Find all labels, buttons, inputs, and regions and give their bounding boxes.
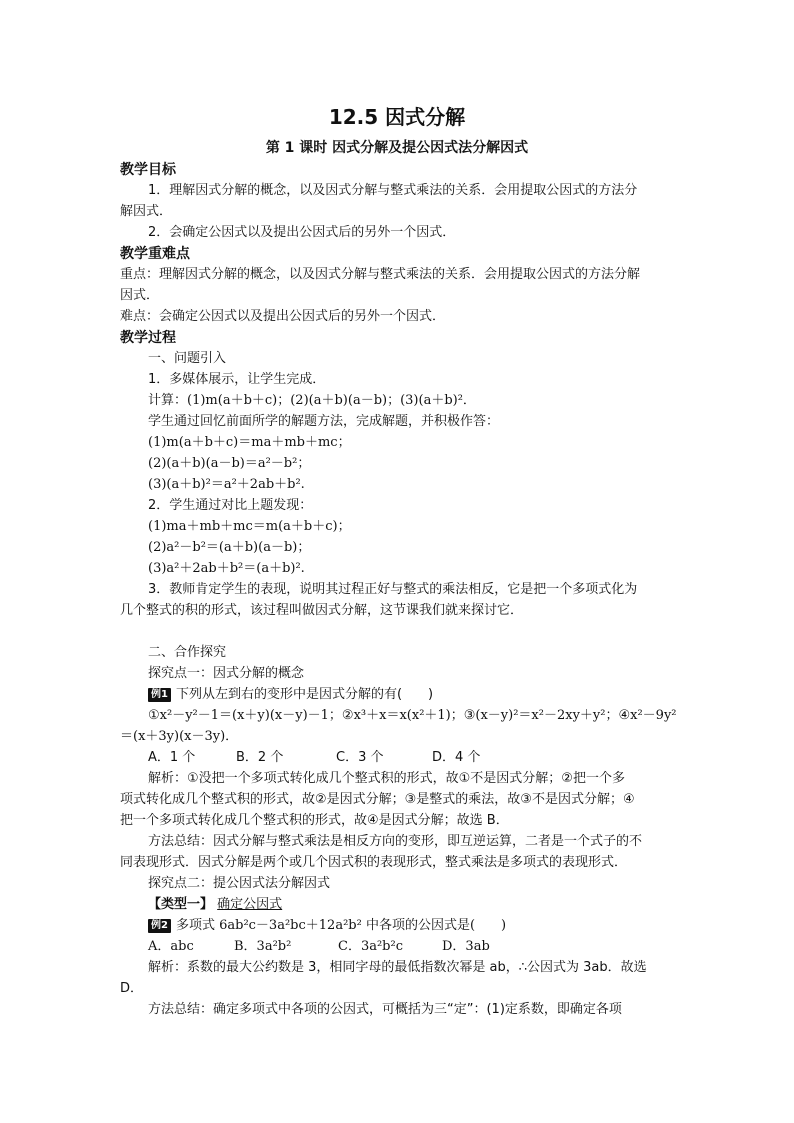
type-1-heading [148,895,282,915]
result-1: (1)m(a＋b＋c)＝ma＋mb＋mc； [148,435,351,450]
example-1-expressions-line-2: ＝(x＋3y)(x－3y)． [120,729,239,744]
example-2-question [148,916,506,936]
part-2-heading: 二、合作探究 [148,645,227,660]
result-2: (2)(a＋b)(a－b)＝a²－b²； [148,456,311,471]
example-1-text: 下列从左到右的变形中是因式分解的有( ) [175,687,434,702]
step-1-response: 学生通过回忆前面所学的解题方法，完成解题，并积极作答： [148,414,500,429]
finding-1: (1)ma＋mb＋mc＝m(a＋b＋c)； [148,519,351,534]
example-2-option-b: B．3a²b² [234,939,292,954]
example-1-badge: 例1 [148,688,171,702]
step-3-line-1: 3．教师肯定学生的表现，说明其过程正好与整式的乘法相反，它是把一个多项式化为 [148,582,638,597]
example-1-expressions-line-1: ①x²－y²－1＝(x＋y)(x－y)－1；②x³＋x＝x(x²＋1)；③(x－y)²＝x²－2xy＋y²；④x²－9y² [148,708,677,723]
goal-1-line-2: 解因式． [120,204,173,219]
finding-2: (2)a²－b²＝(a＋b)(a－b)； [148,540,311,555]
explore-point-1: 探究点一：因式分解的概念 [148,666,305,681]
example-1-question [148,685,433,705]
example-1-summary-line-2: 同表现形式．因式分解是两个或几个因式积的表现形式，整式乘法是多项式的表现形式． [120,855,628,870]
example-2-analysis-line-2: D． [120,981,144,996]
type-1-name: 确定公因式 [217,897,283,912]
example-1-option-c: C．3 个 [336,750,384,765]
example-1-option-b: B．2 个 [236,750,284,765]
example-1-option-d: D．4 个 [432,750,481,765]
example-1-analysis-line-1: 解析：①没把一个多项式转化成几个整式积的形式，故①不是因式分解；②把一个多 [148,771,625,786]
keypoint-1-line-1: 重点：理解因式分解的概念，以及因式分解与整式乘法的关系．会用提取公因式的方法分解 [120,267,641,282]
goal-1-line-1: 1．理解因式分解的概念，以及因式分解与整式乘法的关系．会用提取公因式的方法分 [148,183,638,198]
calc-prompt: 计算：(1)m(a＋b＋c)；(2)(a＋b)(a－b)；(3)(a＋b)²． [148,393,476,408]
process-heading: 教学过程 [120,330,176,346]
keypoints-heading: 教学重难点 [120,246,190,262]
page-title: 12.5 因式分解 [328,105,466,129]
type-1-label: 【类型一】 [148,897,214,912]
example-2-option-d: D．3ab [442,939,490,954]
example-1-summary-line-1: 方法总结：因式分解与整式乘法是相反方向的变形，即互逆运算，二者是一个式子的不 [148,834,643,849]
example-1-analysis-line-2: 项式转化成几个整式积的形式，故②是因式分解；③是整式的乘法，故③不是因式分解；④ [120,792,635,807]
goals-heading: 教学目标 [120,162,176,178]
example-2-option-a: A．abc [148,939,194,954]
example-1-option-a: A．1 个 [148,750,196,765]
keypoint-1-line-2: 因式． [120,288,160,303]
explore-point-2: 探究点二：提公因式法分解因式 [148,876,331,891]
step-3-line-2: 几个整式的积的形式，该过程叫做因式分解，这节课我们就来探讨它． [120,603,524,618]
goal-2: 2．会确定公因式以及提出公因式后的另外一个因式． [148,225,456,240]
example-2-analysis-line-1: 解析：系数的最大公约数是 3，相同字母的最低指数次幂是 ab，∴公因式为 3ab．故选 [148,960,647,975]
step-2: 2．学生通过对比上题发现： [148,498,313,513]
part-1-heading: 一、问题引入 [148,351,227,366]
example-2-badge: 例2 [148,919,171,933]
lesson-subtitle: 第 1 课时 因式分解及提公因式法分解因式 [265,140,529,156]
keypoint-2: 难点：会确定公因式以及提出公因式后的另外一个因式． [120,309,446,324]
result-3: (3)(a＋b)²＝a²＋2ab＋b². [148,477,305,492]
step-1: 1．多媒体展示，让学生完成． [148,372,326,387]
example-1-analysis-line-3: 把一个多项式转化成几个整式积的形式，故④是因式分解；故选 B． [120,813,509,828]
example-2-summary-line-1: 方法总结：确定多项式中各项的公因式，可概括为三“定”：(1)定系数，即确定各项 [148,1002,622,1017]
finding-3: (3)a²＋2ab＋b²＝(a＋b)². [148,561,305,576]
example-2-option-c: C．3a²b²c [338,939,403,954]
example-2-options [148,937,490,957]
example-1-options [148,748,480,768]
example-2-text: 多项式 6ab²c－3a²bc＋12a²b² 中各项的公因式是( ) [175,918,507,933]
